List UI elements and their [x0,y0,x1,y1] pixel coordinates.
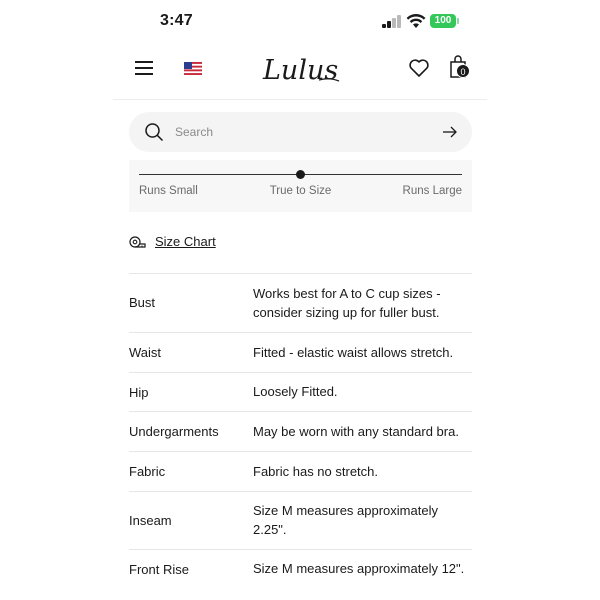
detail-value: Size M measures approximately 12". [253,561,465,576]
battery-level: 100 [434,15,452,26]
us-flag-icon[interactable] [184,62,202,75]
detail-value: Works best for A to C cup sizes - consider sizing up for fuller bust. [253,286,441,320]
detail-row-hip [129,373,472,412]
status-bar [0,0,600,44]
arrow-right-icon[interactable] [442,125,458,139]
menu-icon[interactable] [135,60,153,76]
fit-scale [129,160,472,212]
detail-value: Size M measures approximately 2.25". [253,503,438,537]
size-chart-label[interactable]: Size Chart [155,234,216,249]
status-time: 3:47 [160,12,193,29]
cellular-signal-icon [382,15,402,28]
detail-value: May be worn with any standard bra. [253,424,459,439]
detail-value: Loosely Fitted. [253,384,338,399]
measuring-tape-icon [129,236,146,249]
detail-row-front-rise [129,550,472,590]
battery-cap [457,18,459,24]
site-header [113,44,487,100]
detail-row-waist [129,333,472,373]
detail-value: Fitted - elastic waist allows stretch. [253,345,454,360]
detail-label: Bust [129,295,156,310]
wifi-icon [406,13,426,29]
product-details-table [129,273,472,590]
detail-label: Inseam [129,513,172,528]
detail-label: Hip [129,385,149,400]
detail-label: Undergarments [129,424,219,439]
fit-scale-indicator [296,170,305,179]
search-input[interactable] [175,120,425,144]
heart-icon[interactable] [408,57,430,79]
search-bar[interactable] [129,112,472,152]
lulus-logo[interactable] [261,50,341,90]
battery-icon [430,14,456,28]
detail-row-inseam [129,492,472,550]
search-icon [144,122,164,142]
detail-label: Front Rise [129,562,189,577]
fit-label-true-to-size: True to Size [269,185,332,197]
detail-label: Fabric [129,464,166,479]
bag-count-badge: 0 [456,64,470,78]
detail-value: Fabric has no stretch. [253,464,378,479]
svg-text:Lulus: Lulus [263,55,339,86]
fit-label-runs-small: Runs Small [139,185,198,197]
detail-row-undergarments [129,412,472,452]
fit-label-runs-large: Runs Large [402,185,462,197]
detail-row-bust [129,274,472,333]
detail-row-fabric [129,452,472,492]
detail-label: Waist [129,345,162,360]
